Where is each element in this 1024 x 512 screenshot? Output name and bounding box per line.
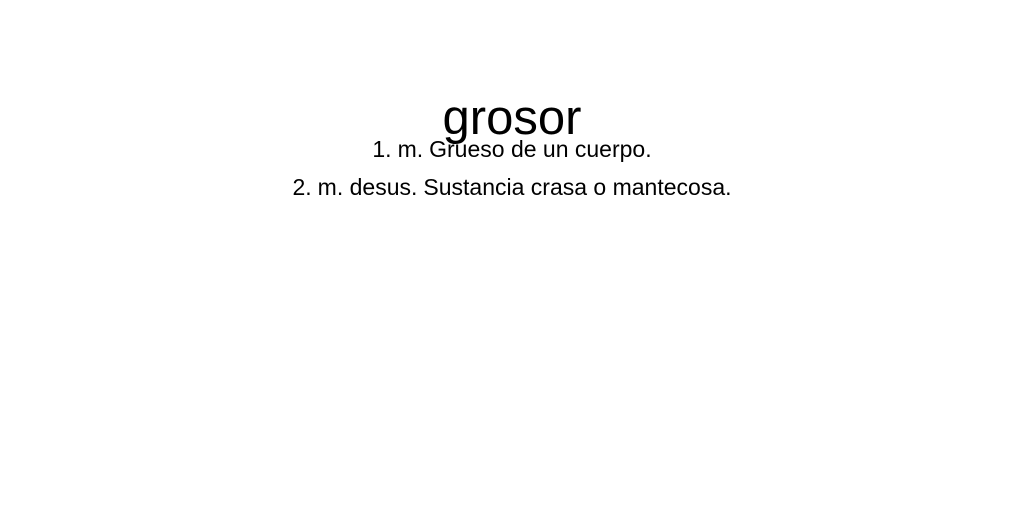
definition-list — [0, 130, 1024, 206]
definition-text: Sustancia crasa o mantecosa. — [423, 174, 732, 200]
definition-number: 1. — [372, 136, 392, 162]
definition-item — [0, 168, 1024, 206]
entry-headword: grosor — [442, 90, 582, 145]
definition-text: Grueso de un cuerpo. — [429, 136, 652, 162]
definition-number: 2. — [292, 174, 312, 200]
definition-item — [0, 130, 1024, 168]
definition-category: m. — [397, 136, 424, 162]
definition-category: m. desus. — [317, 174, 418, 200]
